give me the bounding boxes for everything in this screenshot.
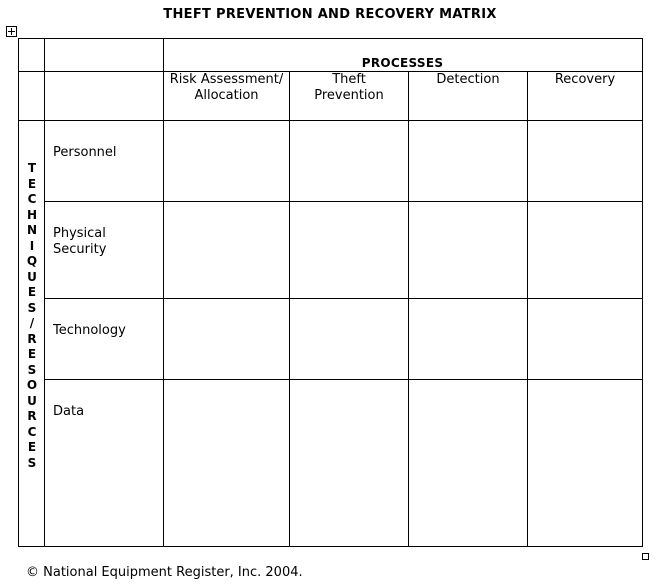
table-resize-handle-icon[interactable]: [642, 553, 649, 560]
table-cell[interactable]: [290, 380, 408, 546]
processes-header: PROCESSES: [361, 56, 444, 70]
row-label-technology: Technology: [53, 323, 126, 338]
row-group-label-techniques-resources: [19, 161, 45, 471]
copyright-notice: © National Equipment Register, Inc. 2004.: [26, 565, 303, 580]
row-group-letter: T: [27, 161, 37, 175]
row-group-letter: C: [27, 192, 37, 206]
row-group-letter: E: [27, 285, 37, 299]
row-group-letter: Q: [26, 254, 38, 268]
table-cell[interactable]: [409, 202, 527, 298]
row-group-letter: N: [26, 223, 38, 237]
table-cell[interactable]: [528, 299, 642, 379]
table-cell[interactable]: [164, 380, 289, 546]
row-group-letter: E: [27, 440, 37, 454]
row-group-letter: R: [27, 409, 37, 423]
table-cell[interactable]: [290, 202, 408, 298]
row-group-letter: U: [27, 269, 37, 284]
row-group-letter: O: [26, 378, 38, 392]
column-header-risk-assessment: Risk Assessment/ Allocation: [169, 72, 284, 103]
column-header-theft-prevention: Theft Prevention: [314, 72, 384, 103]
row-group-letter: E: [27, 347, 37, 361]
table-cell[interactable]: [164, 299, 289, 379]
row-group-letter: R: [27, 331, 37, 346]
row-label-personnel: Personnel: [53, 145, 117, 160]
table-cell[interactable]: [528, 380, 642, 546]
column-header-recovery: Recovery: [554, 72, 616, 87]
table-cell[interactable]: [164, 121, 289, 201]
row-group-letter: S: [27, 362, 37, 377]
row-group-letter: E: [27, 176, 37, 191]
page-title: THEFT PREVENTION AND RECOVERY MATRIX: [163, 7, 497, 22]
row-group-letter: U: [27, 393, 37, 408]
row-label-physical-security: Physical Security: [53, 226, 107, 257]
table-cell[interactable]: [290, 121, 408, 201]
table-cell[interactable]: [528, 202, 642, 298]
table-cell[interactable]: [528, 121, 642, 201]
table-cell[interactable]: [409, 380, 527, 546]
row-group-letter: S: [27, 300, 37, 315]
row-group-letter: I: [29, 238, 35, 253]
table-cell[interactable]: [290, 299, 408, 379]
row-group-letter: /: [29, 316, 35, 330]
row-label-data: Data: [53, 404, 85, 419]
table-cell[interactable]: [409, 121, 527, 201]
table-cell[interactable]: [164, 202, 289, 298]
row-group-letter: S: [27, 455, 37, 470]
row-group-letter: C: [27, 424, 37, 439]
column-header-detection: Detection: [436, 72, 500, 87]
row-group-letter: H: [26, 207, 38, 222]
table-cell[interactable]: [409, 299, 527, 379]
